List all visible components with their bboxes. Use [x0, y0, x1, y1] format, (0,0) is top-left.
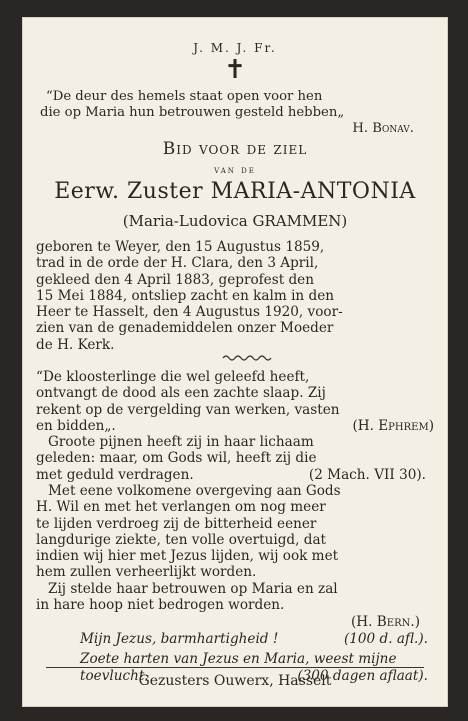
- prayer-2-indulgence: (300 dagen aflaat).: [297, 668, 428, 684]
- ephrem-attribution: (H. Ephrem): [352, 417, 434, 434]
- biography-line: trad in de orde der H. Clara, den 3 April,: [36, 255, 319, 272]
- biography-line: gekleed den 4 April 1883, geprofest den: [36, 271, 314, 288]
- opening-quote-line-1: “De deur des hemels staat open voor hen: [46, 89, 323, 104]
- wavy-divider-icon: [221, 353, 277, 363]
- paragraph-line: in hare hoop niet bedrogen worden.: [36, 597, 285, 614]
- prayer-1: Mijn Jezus, barmhartigheid !: [80, 631, 279, 647]
- van-de-heading: van de: [214, 165, 256, 176]
- paragraph-line: Zij stelde haar betrouwen op Maria en zal: [48, 581, 338, 597]
- paragraph-line: langdurige ziekte, ten volle overtuigd, dat: [36, 531, 327, 548]
- biography-line: 15 Mei 1884, ontsliep zacht en kalm in den: [36, 287, 334, 304]
- footer-divider: [46, 667, 424, 668]
- printer-imprint: Gezusters Ouwerx, Hasselt: [138, 673, 332, 689]
- paragraph-line: hem zullen verheerlijkt worden.: [36, 564, 257, 581]
- quote-line: rekent op de vergelding van werken, vasten: [36, 401, 340, 418]
- opening-quote-line-2: die op Maria hun betrouwen gesteld hebben„: [40, 105, 345, 120]
- trust-attribution: (H. Bern.): [351, 613, 420, 630]
- resignation-paragraph: [36, 483, 434, 581]
- quote-line: “De kloosterlinge die wel geleefd heeft,: [36, 369, 310, 385]
- suffering-paragraph: [36, 434, 434, 483]
- opening-quote-attribution: H. Bonav.: [352, 121, 414, 136]
- quote-line: ontvangt de dood als een zachte slaap. Zij: [36, 385, 326, 402]
- deceased-name: Eerw. Zuster MARIA-ANTONIA: [54, 179, 416, 204]
- biography-line: geboren te Weyer, den 15 Augustus 1859,: [36, 239, 325, 255]
- cross-icon: ✝: [224, 55, 246, 85]
- trust-paragraph: [36, 581, 434, 630]
- quote-last-words: en bidden„.: [36, 417, 116, 434]
- scripture-reference: (2 Mach. VII 30).: [308, 466, 426, 483]
- prayer-2-line-2: toevlucht.: [80, 668, 149, 684]
- paragraph-line: H. Wil en met het verlangen om nog meer: [36, 499, 326, 516]
- paragraph-last-words: met geduld verdragen.: [36, 466, 194, 483]
- ephrem-quote: [36, 369, 434, 434]
- quote-line-last: [36, 418, 434, 434]
- paragraph-line-last: [36, 467, 434, 483]
- prayer-2-line-1: Zoete harten van Jezus en Maria, weest mijne: [80, 651, 397, 667]
- memorial-card: [22, 17, 448, 707]
- paragraph-line: te lijden verdroeg zij de bitterheid eener: [36, 515, 317, 532]
- deceased-birth-name: (Maria-Ludovica GRAMMEN): [122, 212, 348, 230]
- paragraph-line: Met eene volkomene overgeving aan Gods: [48, 483, 341, 499]
- paragraph-line: geleden: maar, om Gods wil, heeft zij die: [36, 450, 317, 467]
- biography-line: Heer te Hasselt, den 4 Augustus 1920, voor-: [36, 304, 343, 321]
- jmj-header: J. M. J. Fr.: [193, 41, 277, 55]
- biography-line: de H. Kerk.: [36, 336, 115, 353]
- paragraph-line: indien wij hier met Jezus lijden, wij ook met: [36, 548, 339, 565]
- paragraph-line: Groote pijnen heeft zij in haar lichaam: [48, 434, 314, 450]
- bid-voor-heading: Bid voor de ziel: [162, 139, 308, 159]
- biography-line: zien van de genademiddelen onzer Moeder: [36, 320, 334, 337]
- prayer-1-indulgence: (100 d. afl.).: [343, 631, 428, 647]
- biography: [36, 239, 434, 353]
